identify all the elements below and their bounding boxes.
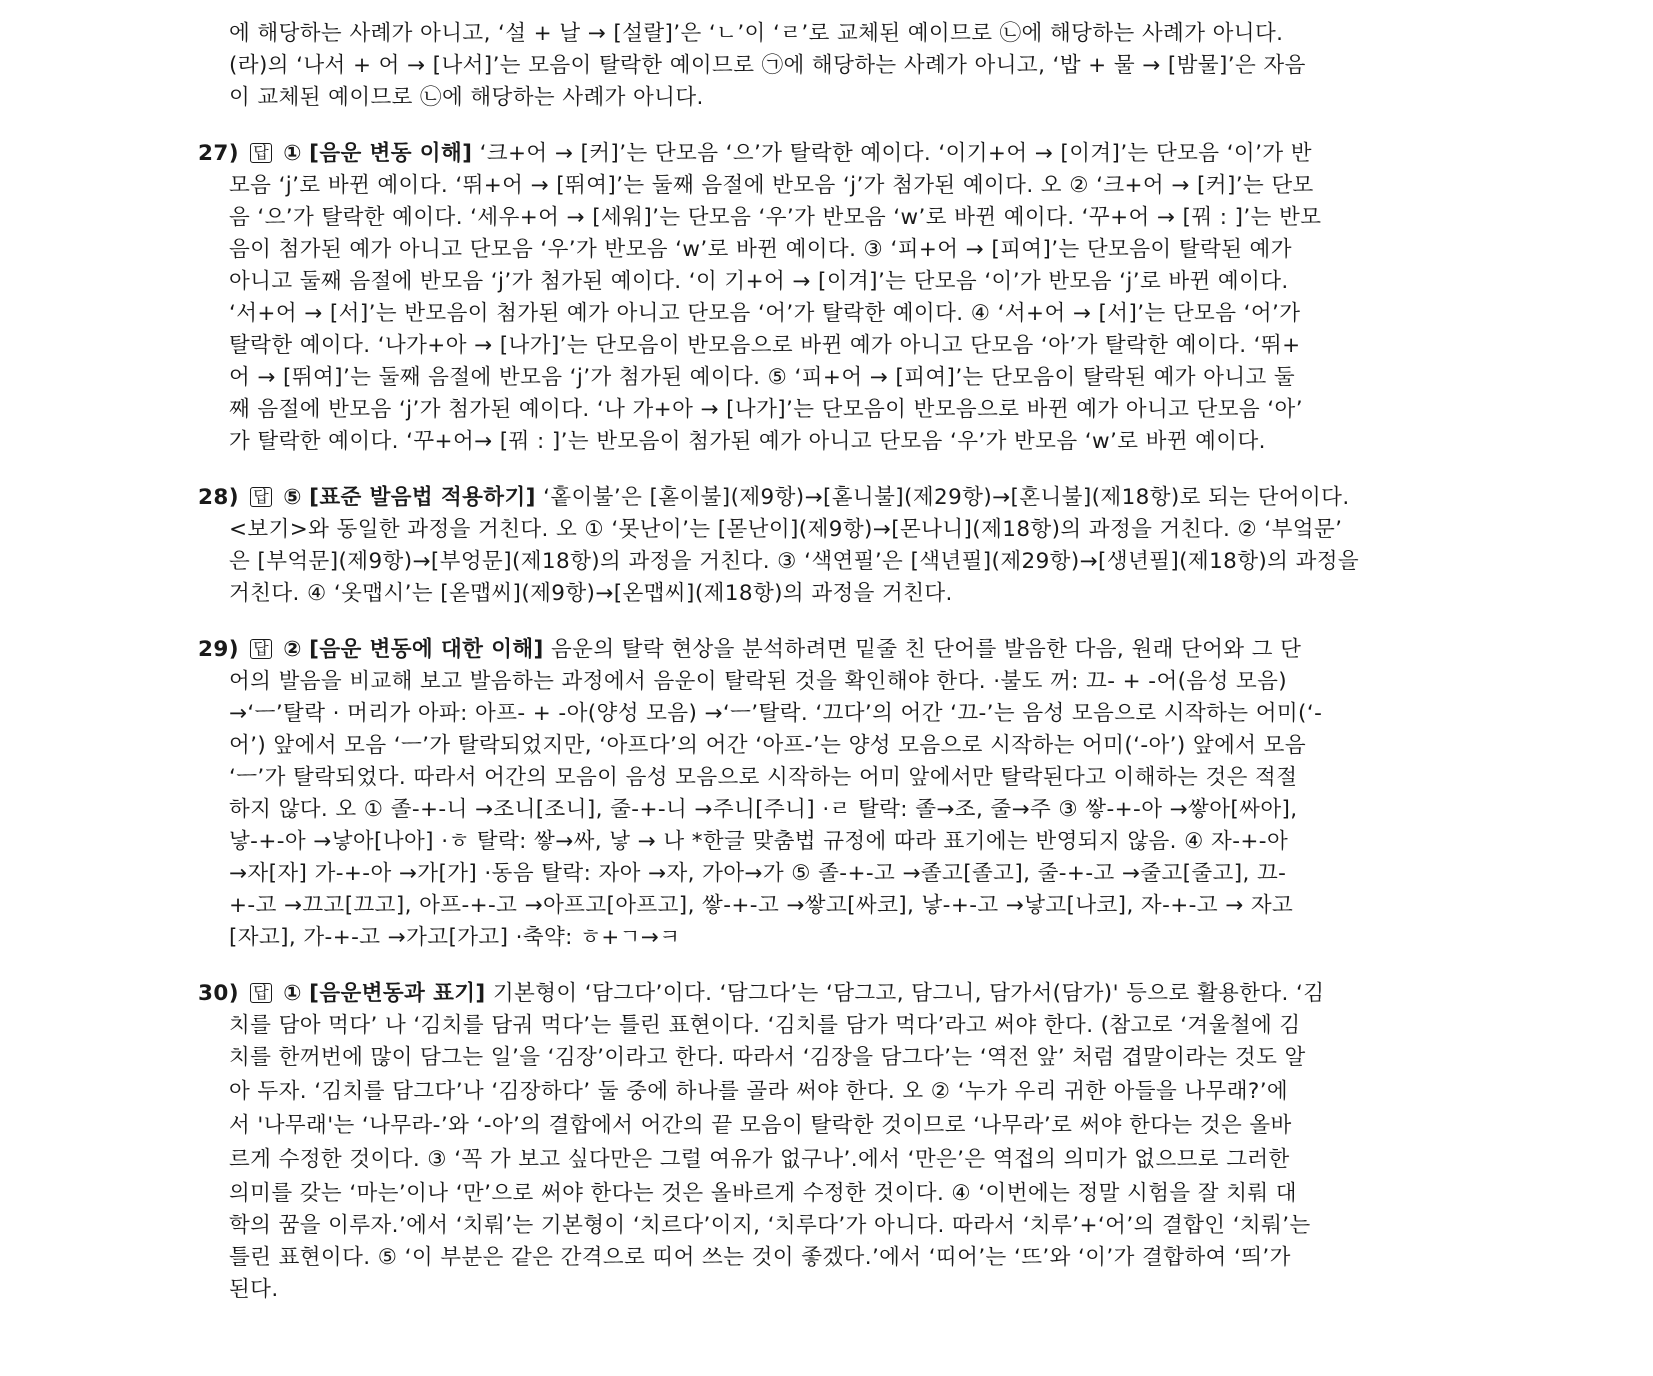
text-line: 에 해당하는 사례가 아니고, ‘설 + 날 → [설랄]’은 ‘ㄴ’이 ‘ㄹ’로 교체된 예이므로 ㉡에 해당하는 사례가 아니다. <box>229 21 1284 46</box>
item-text: ‘크+어 → [커]’는 단모음 ‘으’가 탈락한 예이다. ‘이기+어 → [이겨]’는 단모음 ‘이’가 반 <box>479 141 1312 166</box>
text-line: 째 음절에 반모음 ‘j’가 첨가된 예이다. ‘나 가+아 → [나가]’는 단모음이 반모음으로 바뀐 예가 아니고 단모음 ‘아’ <box>229 397 1303 422</box>
answer-mark-icon: 답 <box>250 487 272 507</box>
text-line: 은 [부억문](제9항)→[부엉문](제18항)의 과정을 거친다. ③ ‘색연필’은 [색년필](제29항)→[생년필](제18항)의 과정을 <box>229 549 1360 574</box>
text-line: 어 → [뛰여]’는 둘째 음절에 반모음 ‘j’가 첨가된 예이다. ⑤ ‘피+어 → [피여]’는 단모음이 탈락된 예가 아니고 둘 <box>229 365 1296 390</box>
answer-mark-icon: 답 <box>250 983 272 1003</box>
item-number: 30) <box>198 981 239 1006</box>
text-line: 탈락한 예이다. ‘나가+아 → [나가]’는 단모음이 반모음으로 바뀐 예가 아니고 단모음 ‘아’가 탈락한 예이다. ‘뛰+ <box>229 333 1301 358</box>
answer-choice: ① <box>283 141 302 166</box>
text-line: <보기>와 동일한 과정을 거친다. 오 ① ‘못난이’는 [몯난이](제9항)→[몬나니](제18항)의 과정을 거친다. ② ‘부엌문’ <box>229 517 1343 542</box>
text-line: 하지 않다. 오 ① 졸-+-니 →조니[조니], 줄-+-니 →주니[주니] ·ㄹ 탈락: 졸→조, 줄→주 ③ 쌓-+-아 →쌓아[싸아], <box>229 797 1298 822</box>
item-topic: [음운 변동에 대한 이해] <box>309 637 544 662</box>
text-line: 어의 발음을 비교해 보고 발음하는 과정에서 음운이 탈락된 것을 확인해야 한다. ·불도 꺼: 끄- + -어(음성 모음) <box>229 669 1288 694</box>
text-line: →자[자] 가-+-아 →가[가] ·동음 탈락: 자아 →자, 가아→가 ⑤ 졸-+-고 →졸고[졸고], 줄-+-고 →줄고[줄고], 끄- <box>229 861 1287 886</box>
answer-choice: ⑤ <box>283 485 302 510</box>
text-line: ‘서+어 → [서]’는 반모음이 첨가된 예가 아니고 단모음 ‘어’가 탈락한 예이다. ④ ‘서+어 → [서]’는 단모음 ‘어’가 <box>229 301 1301 326</box>
item-number: 28) <box>198 485 239 510</box>
text-line: 이 교체된 예이므로 ㉡에 해당하는 사례가 아니다. <box>229 85 704 110</box>
text-line: 음이 첨가된 예가 아니고 단모음 ‘우’가 반모음 ‘w’로 바뀐 예이다. ③ ‘피+어 → [피여]’는 단모음이 탈락된 예가 <box>229 237 1292 262</box>
text-line: 가 탈락한 예이다. ‘꾸+어→ [꿔 : ]’는 반모음이 첨가된 예가 아니고 단모음 ‘우’가 반모음 ‘w’로 바뀐 예이다. <box>229 429 1266 454</box>
text-line: 음 ‘으’가 탈락한 예이다. ‘세우+어 → [세워]’는 단모음 ‘우’가 반모음 ‘w’로 바뀐 예이다. ‘꾸+어 → [꿔 : ]’는 반모 <box>229 205 1322 230</box>
text-line: 의미를 갖는 ‘마는’이나 ‘만’으로 써야 한다는 것은 올바르게 수정한 것이다. ④ ‘이번에는 정말 시험을 잘 치뤄 대 <box>229 1181 1297 1206</box>
item-first-line <box>198 634 1301 666</box>
item-text: ‘홑이불’은 [혿이불](제9항)→[혿니불](제29항)→[혼니불](제18항)로 되는 단어이다. <box>543 485 1350 510</box>
item-text: 기본형이 ‘담그다’이다. ‘담그다’는 ‘담그고, 담그니, 담가서(담가)' 등으로 활용한다. ‘김 <box>492 981 1325 1006</box>
text-line: 거친다. ④ ‘옷맵시’는 [옫맵씨](제9항)→[온맵씨](제18항)의 과정을 거친다. <box>229 581 953 606</box>
item-topic: [표준 발음법 적용하기] <box>309 485 536 510</box>
item-topic: [음운변동과 표기] <box>309 981 486 1006</box>
answer-mark-icon: 답 <box>250 143 272 163</box>
item-topic: [음운 변동 이해] <box>309 141 473 166</box>
item-number: 29) <box>198 637 239 662</box>
text-line: 아 두자. ‘김치를 담그다’나 ‘김장하다’ 둘 중에 하나를 골라 써야 한다. 오 ② ‘누가 우리 귀한 아들을 나무래?’에 <box>229 1079 1289 1104</box>
text-line: +-고 →끄고[끄고], 아프-+-고 →아프고[아프고], 쌓-+-고 →쌓고[싸코], 낳-+-고 →낳고[나코], 자-+-고 → 자고 <box>229 893 1294 918</box>
text-line: 틀린 표현이다. ⑤ ‘이 부분은 같은 간격으로 띠어 쓰는 것이 좋겠다.’에서 ‘띠어’는 ‘뜨’와 ‘이’가 결합하여 ‘띄’가 <box>229 1245 1291 1270</box>
item-first-line <box>198 978 1324 1010</box>
item-first-line <box>198 482 1350 514</box>
answer-choice: ② <box>283 637 302 662</box>
item-text: 음운의 탈락 현상을 분석하려면 밑줄 친 단어를 발음한 다음, 원래 단어와 그 단 <box>551 637 1302 662</box>
text-line: 모음 ‘j’로 바뀐 예이다. ‘뛰+어 → [뛰여]’는 둘째 음절에 반모음 ‘j’가 첨가된 예이다. 오 ② ‘크+어 → [커]’는 단모 <box>229 173 1314 198</box>
text-line: 아니고 둘째 음절에 반모음 ‘j’가 첨가된 예이다. ‘이 기+어 → [이겨]’는 단모음 ‘이’가 반모음 ‘j’로 바뀐 예이다. <box>229 269 1289 294</box>
item-first-line <box>198 138 1312 170</box>
text-line: [자고], 가-+-고 →가고[가고] ·축약: ㅎ+ㄱ→ㅋ <box>229 925 681 950</box>
answer-choice: ① <box>283 981 302 1006</box>
answer-mark-icon: 답 <box>250 639 272 659</box>
text-line: 학의 꿈을 이루자.’에서 ‘치뤄’는 기본형이 ‘치르다’이지, ‘치루다’가 아니다. 따라서 ‘치루’+‘어’의 결합인 ‘치뤄’는 <box>229 1213 1311 1238</box>
item-number: 27) <box>198 141 239 166</box>
text-line: 치를 한꺼번에 많이 담그는 일’을 ‘김장’이라고 한다. 따라서 ‘김장을 담그다’는 ‘역전 앞’ 처럼 겹말이라는 것도 알 <box>229 1045 1306 1070</box>
text-line: 어’) 앞에서 모음 ‘ㅡ’가 탈락되었지만, ‘아프다’의 어간 ‘아프-’는 양성 모음으로 시작하는 어미(‘-아’) 앞에서 모음 <box>229 733 1307 758</box>
text-line: ‘ㅡ’가 탈락되었다. 따라서 어간의 모음이 음성 모음으로 시작하는 어미 앞에서만 탈락된다고 이해하는 것은 적절 <box>229 765 1298 790</box>
text-line: 낳-+-아 →낳아[나아] ·ㅎ 탈락: 쌓→싸, 낳 → 나 *한글 맞춤법 규정에 따라 표기에는 반영되지 않음. ④ 자-+-아 <box>229 829 1289 854</box>
text-line: (라)의 ‘나서 + 어 → [나서]’는 모음이 탈락한 예이므로 ㉠에 해당하는 사례가 아니고, ‘밥 + 물 → [밤물]’은 자음 <box>229 53 1306 78</box>
text-line: 르게 수정한 것이다. ③ ‘꼭 가 보고 싶다만은 그럴 여유가 없구나’.에서 ‘만은’은 역접의 의미가 없으므로 그러한 <box>229 1147 1290 1172</box>
text-line: →‘ㅡ’탈락 · 머리가 아파: 아프- + -아(양성 모음) →‘ㅡ’탈락. ‘끄다’의 어간 ‘끄-’는 음성 모음으로 시작하는 어미(‘- <box>229 701 1323 726</box>
text-line: 서 '나무래'는 ‘나무라-’와 ‘-아’의 결합에서 어간의 끝 모음이 탈락한 것이므로 ‘나무라’로 써야 한다는 것은 올바 <box>229 1113 1292 1138</box>
text-line: 치를 담아 먹다’ 나 ‘김치를 담궈 먹다’는 틀린 표현이다. ‘김치를 담가 먹다’라고 써야 한다. (참고로 ‘겨울철에 김 <box>229 1013 1301 1038</box>
text-line: 된다. <box>229 1277 279 1302</box>
